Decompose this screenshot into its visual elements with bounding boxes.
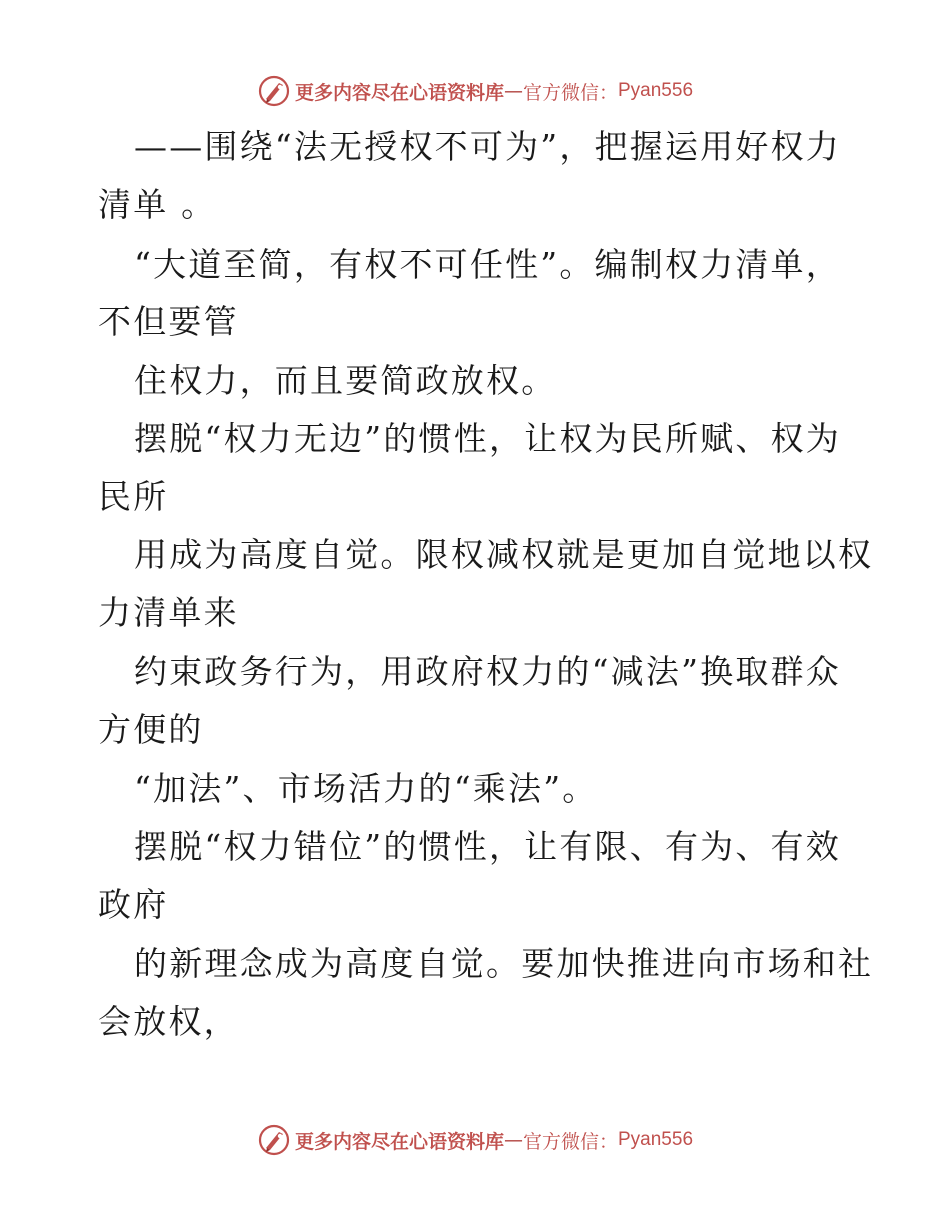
text-line: 方便的 (98, 710, 204, 749)
text-line: 住权力，而且要简政放权。 (134, 361, 557, 400)
watermark-prefix: 更多内容尽在心语资料库 (294, 81, 504, 104)
text-line: 会放权， (98, 1002, 239, 1041)
text-line: 摆脱“权力错位”的惯性，让有限、有为、有效 (134, 827, 841, 866)
text-line: 民所 (98, 477, 169, 516)
text-line: 用成为高度自觉。限权减权就是更加自觉地以权 (134, 535, 874, 574)
text-line: 政府 (98, 885, 169, 924)
quill-pen-logo-icon (257, 74, 291, 108)
watermark-separator: — (503, 1129, 523, 1151)
header-watermark (0, 71, 950, 111)
text-line: “大道至简，有权不可任性”。编制权力清单， (134, 245, 841, 284)
footer-watermark (0, 1120, 950, 1160)
text-line: 的新理念成为高度自觉。要加快推进向市场和社 (134, 944, 874, 983)
watermark-suffix: 官方微信： (522, 81, 618, 104)
watermark-separator: — (503, 80, 523, 102)
watermark-suffix: 官方微信： (522, 1130, 618, 1153)
text-line: “加法”、市场活力的“乘法”。 (134, 769, 598, 808)
quill-pen-logo-icon (257, 1123, 291, 1157)
watermark-id: Pyan556 (618, 1129, 694, 1150)
text-line: 力清单来 (98, 593, 239, 632)
text-line: 不但要管 (98, 302, 239, 341)
text-line: ——围绕“法无授权不可为”，把握运用好权力 (134, 127, 841, 166)
text-line: 清单 。 (98, 185, 217, 224)
text-line: 约束政务行为，用政府权力的“减法”换取群众 (134, 652, 841, 691)
watermark-id: Pyan556 (618, 80, 694, 101)
text-line: 摆脱“权力无边”的惯性，让权为民所赋、权为 (134, 419, 841, 458)
watermark-prefix: 更多内容尽在心语资料库 (294, 1130, 504, 1153)
